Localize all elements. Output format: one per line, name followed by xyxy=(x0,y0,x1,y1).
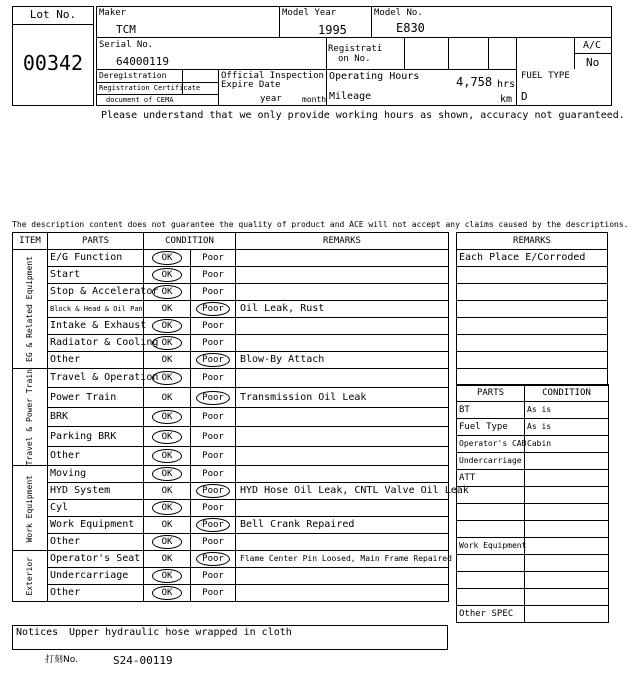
condition-ok-cell xyxy=(144,407,191,426)
parts-name-cell: Fuel Type xyxy=(457,419,525,436)
checklist-row xyxy=(13,301,449,318)
parts-condition-cell xyxy=(525,555,609,572)
poor-option: Poor xyxy=(202,321,224,331)
poor-circled-mark: Poor xyxy=(196,391,230,405)
ok-circled-mark: OK xyxy=(152,336,183,350)
checklist-row xyxy=(13,534,449,551)
checklist-row xyxy=(13,407,449,426)
remark-cell: Oil Leak, Rust xyxy=(236,301,449,318)
condition-poor-cell xyxy=(191,250,236,267)
ok-option: OK xyxy=(161,355,173,365)
parts-header-row xyxy=(457,385,609,402)
cema-document-label: document of CEMA xyxy=(106,96,174,104)
condition-ok-cell xyxy=(144,301,191,318)
condition-ok-cell xyxy=(144,483,191,500)
ok-option: OK xyxy=(161,486,173,497)
condition-poor-cell xyxy=(191,466,236,483)
remark-cell xyxy=(236,335,449,352)
registration-label-line2: on No. xyxy=(338,54,371,64)
parts-name-cell xyxy=(457,521,525,538)
part-name-cell: Operator's Seat xyxy=(48,551,144,568)
serial-value: 64000119 xyxy=(116,55,169,68)
inspection-year-label: year xyxy=(260,94,282,104)
parts-condition-cell xyxy=(525,470,609,487)
part-name-cell: Cyl xyxy=(48,500,144,517)
parts-row xyxy=(457,504,609,521)
checklist-row xyxy=(13,500,449,517)
poor-option: Poor xyxy=(202,338,224,348)
part-name-cell: Radiator & Cooling xyxy=(48,335,144,352)
parts-condition-table xyxy=(456,384,609,623)
condition-ok-cell xyxy=(144,534,191,551)
general-remark-row xyxy=(457,352,608,369)
item-group-cell xyxy=(13,551,48,602)
mileage-label: Mileage xyxy=(329,91,372,102)
poor-option: Poor xyxy=(202,253,224,263)
remark-cell xyxy=(236,407,449,426)
item-group-cell xyxy=(13,466,48,551)
parts-name-cell xyxy=(457,589,525,606)
part-name-cell: Other xyxy=(48,534,144,551)
condition-ok-cell xyxy=(144,250,191,267)
ok-circled-mark: OK xyxy=(152,319,183,333)
poor-option: Poor xyxy=(202,287,224,297)
parts-condition-cell xyxy=(525,504,609,521)
part-name-cell: Start xyxy=(48,267,144,284)
condition-poor-cell xyxy=(191,517,236,534)
remark-cell: HYD Hose Oil Leak, CNTL Valve Oil Leak xyxy=(236,483,449,500)
condition-ok-cell xyxy=(144,517,191,534)
poor-option: Poor xyxy=(202,373,224,384)
ok-circled-mark: OK xyxy=(152,285,183,299)
general-remark-cell xyxy=(457,318,608,335)
fuel-type-label: FUEL TYPE xyxy=(521,71,570,81)
remark-cell: Blow-By Attach xyxy=(236,352,449,369)
condition-ok-cell xyxy=(144,352,191,369)
notices-text: Upper hydraulic hose wrapped in cloth xyxy=(69,627,292,638)
part-name-cell: HYD System xyxy=(48,483,144,500)
checklist-row xyxy=(13,585,449,602)
condition-poor-cell xyxy=(191,369,236,388)
ok-circled-mark: OK xyxy=(152,371,183,385)
condition-poor-cell xyxy=(191,301,236,318)
ok-circled-mark: OK xyxy=(152,586,183,600)
checklist-row xyxy=(13,446,449,466)
condition-ok-cell xyxy=(144,446,191,466)
item-column-header: ITEM xyxy=(13,233,48,250)
general-remark-row xyxy=(457,284,608,301)
parts-name-cell: Operator's CAB xyxy=(457,436,525,453)
parts-row xyxy=(457,436,609,453)
inspection-month-label: month xyxy=(302,95,327,104)
remark-cell xyxy=(236,250,449,267)
item-group-cell xyxy=(13,250,48,369)
ok-option: OK xyxy=(161,304,173,314)
parts-condition-cell xyxy=(525,589,609,606)
part-name-cell: Work Equipment xyxy=(48,517,144,534)
deregistration-label: Deregistration xyxy=(99,71,167,80)
poor-option: Poor xyxy=(202,588,224,599)
part-name-cell: BRK xyxy=(48,407,144,426)
ok-option: OK xyxy=(161,520,173,531)
maker-value: TCM xyxy=(116,23,136,36)
checklist-row xyxy=(13,335,449,352)
checklist-row xyxy=(13,427,449,446)
remark-cell: Flame Center Pin Loosed, Main Frame Repaired xyxy=(236,551,449,568)
poor-circled-mark: Poor xyxy=(196,552,230,566)
poor-circled-mark: Poor xyxy=(196,302,230,316)
condition-poor-cell xyxy=(191,388,236,407)
remark-cell xyxy=(236,284,449,301)
parts-row xyxy=(457,572,609,589)
checklist-header-row xyxy=(13,233,449,250)
parts-row xyxy=(457,589,609,606)
parts-name-cell: Other SPEC xyxy=(457,606,525,623)
checklist-row xyxy=(13,352,449,369)
general-remark-row xyxy=(457,301,608,318)
parts-condition-cell xyxy=(525,572,609,589)
registration-certificate-label: Registration Certificate xyxy=(99,84,201,92)
general-remarks-table xyxy=(456,232,608,386)
poor-option: Poor xyxy=(202,503,224,514)
condition-poor-cell xyxy=(191,427,236,446)
general-remark-cell: Each Place E/Corroded xyxy=(457,250,608,267)
km-unit: km xyxy=(500,94,513,105)
general-remark-cell xyxy=(457,267,608,284)
general-remark-cell xyxy=(457,284,608,301)
parts-name-cell xyxy=(457,504,525,521)
parts-name-cell xyxy=(457,572,525,589)
part-name-cell: Other xyxy=(48,446,144,466)
item-group-cell xyxy=(13,369,48,466)
poor-option: Poor xyxy=(202,270,224,280)
ok-circled-mark: OK xyxy=(152,268,183,282)
parts-condition-cell xyxy=(525,487,609,504)
parts-table-condition-header: CONDITION xyxy=(525,385,609,402)
condition-poor-cell xyxy=(191,534,236,551)
parts-name-cell xyxy=(457,555,525,572)
remark-cell xyxy=(236,500,449,517)
parts-condition-cell xyxy=(525,521,609,538)
general-remark-cell xyxy=(457,352,608,369)
item-group-label: EG & Related Equipment xyxy=(25,256,34,362)
parts-name-cell xyxy=(457,487,525,504)
ok-circled-mark: OK xyxy=(152,467,183,481)
parts-condition-cell: Cabin xyxy=(525,436,609,453)
poor-circled-mark: Poor xyxy=(196,518,230,532)
parts-row xyxy=(457,470,609,487)
condition-poor-cell xyxy=(191,585,236,602)
remark-cell xyxy=(236,446,449,466)
remark-cell xyxy=(236,267,449,284)
general-remark-row xyxy=(457,250,608,267)
item-group-label: Exterior xyxy=(25,557,34,596)
fuel-type-value: D xyxy=(521,90,528,103)
condition-poor-cell xyxy=(191,568,236,585)
remark-cell: Transmission Oil Leak xyxy=(236,388,449,407)
lot-label: Lot No. xyxy=(29,8,77,21)
remark-cell xyxy=(236,534,449,551)
general-remarks-header: REMARKS xyxy=(457,233,608,250)
ok-circled-mark: OK xyxy=(152,410,183,424)
remark-cell xyxy=(236,318,449,335)
parts-row xyxy=(457,402,609,419)
condition-ok-cell xyxy=(144,568,191,585)
item-group-label: Work Equipment xyxy=(25,474,34,543)
model-year-value: 1995 xyxy=(318,23,347,37)
remark-cell: Bell Crank Repaired xyxy=(236,517,449,534)
poor-option: Poor xyxy=(202,431,224,442)
ok-circled-mark: OK xyxy=(152,251,183,265)
checklist-row xyxy=(13,568,449,585)
general-remark-row xyxy=(457,267,608,284)
remark-cell xyxy=(236,369,449,388)
checklist-row xyxy=(13,483,449,500)
remark-cell xyxy=(236,585,449,602)
part-name-cell: Other xyxy=(48,585,144,602)
parts-row xyxy=(457,555,609,572)
stamp-value: S24-00119 xyxy=(113,654,173,667)
general-remark-row xyxy=(457,318,608,335)
checklist-row xyxy=(13,388,449,407)
condition-poor-cell xyxy=(191,551,236,568)
ok-option: OK xyxy=(161,554,173,565)
item-group-label: Travel & Power Train xyxy=(25,369,34,466)
model-no-value: E830 xyxy=(396,21,425,35)
parts-row xyxy=(457,521,609,538)
part-name-cell: Block & Head & Oil Pan xyxy=(48,301,144,318)
general-remark-row xyxy=(457,335,608,352)
ok-circled-mark: OK xyxy=(152,449,183,463)
poor-circled-mark: Poor xyxy=(196,353,230,367)
remark-cell xyxy=(236,568,449,585)
checklist-row xyxy=(13,284,449,301)
hours-disclaimer: Please understand that we only provide working hours as shown, accuracy not guaranteed. xyxy=(101,110,625,121)
general-remark-cell xyxy=(457,369,608,386)
parts-condition-cell xyxy=(525,538,609,555)
poor-option: Poor xyxy=(202,571,224,582)
lot-number: 00342 xyxy=(22,51,84,75)
condition-ok-cell xyxy=(144,267,191,284)
condition-ok-cell xyxy=(144,388,191,407)
part-name-cell: Intake & Exhaust xyxy=(48,318,144,335)
description-note: The description content does not guarantee the quality of product and ACE will not accept any claims caused by the descriptions. xyxy=(12,220,629,229)
operating-hours-value: 4,758 xyxy=(456,75,493,89)
hrs-unit: hrs xyxy=(497,79,516,90)
condition-poor-cell xyxy=(191,352,236,369)
condition-ok-cell xyxy=(144,551,191,568)
parts-row xyxy=(457,487,609,504)
model-no-label: Model No. xyxy=(374,8,423,18)
general-remark-cell xyxy=(457,301,608,318)
parts-condition-cell: As is xyxy=(525,419,609,436)
part-name-cell: Power Train xyxy=(48,388,144,407)
registration-label-line1: Registrati xyxy=(328,44,383,54)
checklist-row xyxy=(13,318,449,335)
ok-circled-mark: OK xyxy=(152,535,183,549)
ac-value: No xyxy=(586,56,600,69)
serial-label: Serial No. xyxy=(99,40,154,50)
parts-column-header: PARTS xyxy=(48,233,144,250)
parts-condition-cell xyxy=(525,606,609,623)
poor-option: Poor xyxy=(202,451,224,462)
parts-name-cell: ATT xyxy=(457,470,525,487)
remarks-header-row xyxy=(457,233,608,250)
part-name-cell: Undercarriage xyxy=(48,568,144,585)
part-name-cell: Moving xyxy=(48,466,144,483)
ok-circled-mark: OK xyxy=(152,501,183,515)
general-remark-row xyxy=(457,369,608,386)
part-name-cell: Travel & Operation xyxy=(48,369,144,388)
parts-name-cell: Undercarriage xyxy=(457,453,525,470)
inspection-label-line1: Official Inspection xyxy=(221,71,324,81)
parts-condition-cell xyxy=(525,453,609,470)
parts-name-cell: Work Equipment xyxy=(457,538,525,555)
checklist-row xyxy=(13,267,449,284)
parts-row xyxy=(457,538,609,555)
condition-ok-cell xyxy=(144,318,191,335)
poor-option: Poor xyxy=(202,412,224,423)
ok-option: OK xyxy=(161,392,173,403)
checklist-row xyxy=(13,517,449,534)
remark-cell xyxy=(236,427,449,446)
ok-circled-mark: OK xyxy=(152,569,183,583)
part-name-cell: Parking BRK xyxy=(48,427,144,446)
parts-row xyxy=(457,606,609,623)
remark-cell xyxy=(236,466,449,483)
checklist-row xyxy=(13,250,449,267)
general-remark-cell xyxy=(457,335,608,352)
part-name-cell: Stop & Accelerator xyxy=(48,284,144,301)
condition-poor-cell xyxy=(191,335,236,352)
maker-label: Maker xyxy=(99,8,127,18)
condition-ok-cell xyxy=(144,466,191,483)
ok-circled-mark: OK xyxy=(152,430,183,444)
stamp-label: 打刻No. xyxy=(45,655,78,665)
checklist-row xyxy=(13,466,449,483)
notices-label: Notices xyxy=(16,627,59,638)
checklist-row xyxy=(13,369,449,388)
checklist-row xyxy=(13,551,449,568)
condition-ok-cell xyxy=(144,585,191,602)
parts-condition-cell: As is xyxy=(525,402,609,419)
poor-circled-mark: Poor xyxy=(196,484,230,498)
operating-hours-label: Operating Hours xyxy=(329,71,420,82)
poor-option: Poor xyxy=(202,469,224,480)
condition-poor-cell xyxy=(191,407,236,426)
condition-poor-cell xyxy=(191,267,236,284)
model-year-label: Model Year xyxy=(282,8,337,18)
parts-row xyxy=(457,419,609,436)
condition-poor-cell xyxy=(191,284,236,301)
condition-ok-cell xyxy=(144,427,191,446)
condition-poor-cell xyxy=(191,483,236,500)
parts-name-cell: BT xyxy=(457,402,525,419)
parts-row xyxy=(457,453,609,470)
inspection-label-line2: Expire Date xyxy=(221,80,281,90)
condition-poor-cell xyxy=(191,500,236,517)
condition-ok-cell xyxy=(144,500,191,517)
part-name-cell: E/G Function xyxy=(48,250,144,267)
condition-poor-cell xyxy=(191,318,236,335)
ac-label: A/C xyxy=(583,40,602,51)
condition-poor-cell xyxy=(191,446,236,466)
part-name-cell: Other xyxy=(48,352,144,369)
condition-column-header: CONDITION xyxy=(144,233,236,250)
parts-table-parts-header: PARTS xyxy=(457,385,525,402)
remarks-column-header: REMARKS xyxy=(236,233,449,250)
poor-option: Poor xyxy=(202,537,224,548)
